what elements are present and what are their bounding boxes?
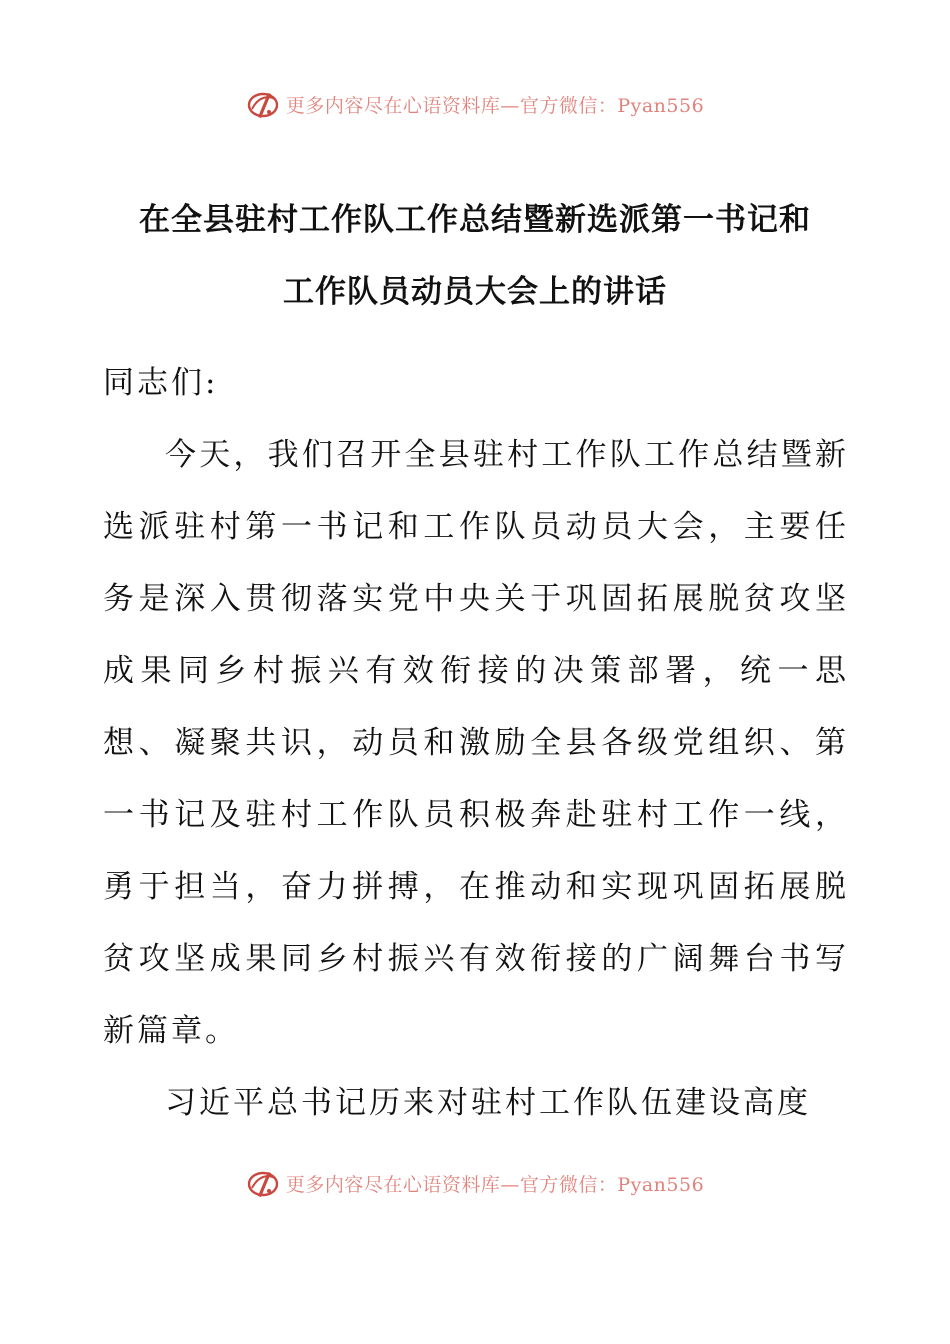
title-line-1: 在全县驻村工作队工作总结暨新选派第一书记和	[139, 202, 811, 238]
document-body	[103, 347, 849, 1139]
paragraph-2: 习近平总书记历来对驻村工作队伍建设高度	[165, 1085, 811, 1121]
watermark-site-name: 更多内容尽在心语资料库	[285, 1173, 501, 1196]
paragraph-1: 今天，我们召开全县驻村工作队工作总结暨新选派驻村第一书记和工作队员动员大会，主要任务是深入贯彻落实党中央关于巩固拓展脱贫攻坚成果同乡村振兴有效衔接的决策部署，统一思想、凝聚共识，动员和激励全县各级党组织、第一书记及驻村工作队员积极奔赴驻村工作一线，勇于担当，奋力拼搏，在推动和实现巩固拓展脱贫攻坚成果同乡村振兴有效衔接的广阔舞台书写新篇章。	[103, 437, 849, 1049]
watermark-site-name: 更多内容尽在心语资料库	[285, 94, 501, 117]
watermark-banner-bottom	[0, 1163, 950, 1203]
title-line-2: 工作队员动员大会上的讲话	[283, 274, 667, 310]
watermark-separator: —	[500, 1173, 520, 1196]
pen-swirl-logo-icon	[246, 1166, 280, 1200]
pen-swirl-logo-icon	[246, 87, 280, 121]
watermark-wechat: 官方微信：Pyan556	[519, 94, 705, 117]
salutation: 同志们:	[103, 365, 219, 401]
watermark-separator: —	[500, 94, 520, 117]
watermark-text	[286, 91, 704, 118]
document-title	[90, 184, 860, 328]
watermark-banner-top	[0, 84, 950, 124]
watermark-wechat: 官方微信：Pyan556	[519, 1173, 705, 1196]
watermark-text	[286, 1170, 704, 1197]
